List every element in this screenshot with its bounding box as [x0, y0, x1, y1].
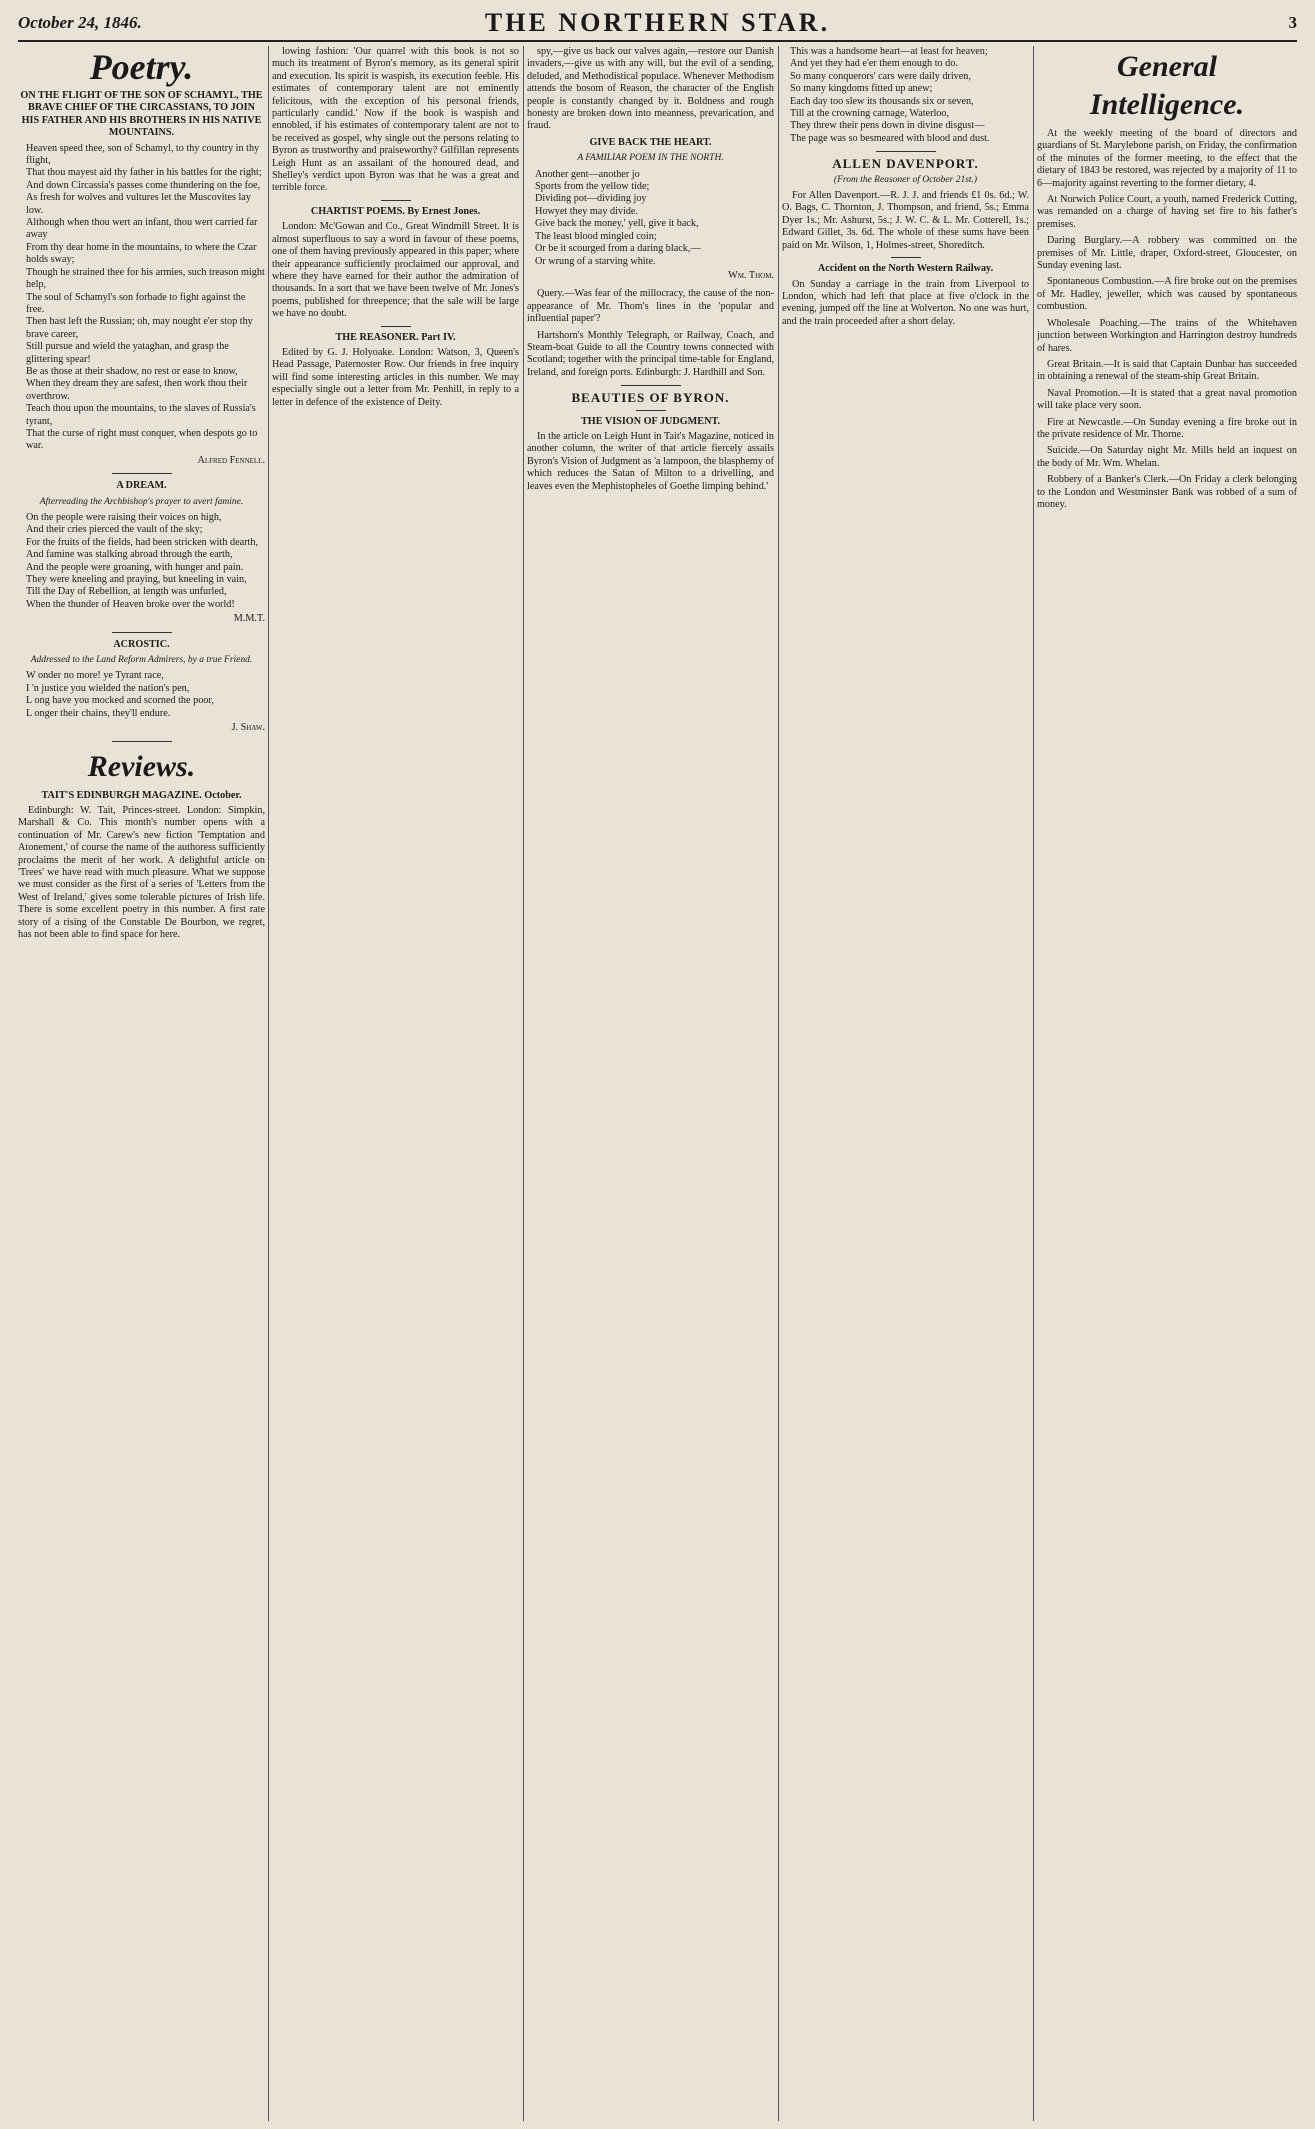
separator: [112, 473, 172, 474]
separator: [891, 257, 921, 258]
poem-line: So many kingdoms fitted up anew;: [790, 83, 933, 95]
review-title: TAIT'S EDINBURGH MAGAZINE. October.: [41, 789, 242, 801]
review-title: CHARTIST POEMS. By Ernest Jones.: [310, 205, 481, 217]
poem-line: L onger their chains, they'll endure.: [26, 707, 171, 719]
column-5: [1037, 46, 1297, 2121]
query-note: Query.—Was fear of the millocracy, the cause of the non-appearance of Mr. Thom's lines in the 'popular and influential paper'?: [527, 288, 774, 325]
poem-line: And down Circassia's passes come thundering on the foe,: [26, 179, 261, 191]
page-number: 3: [1288, 13, 1297, 32]
separator: [381, 200, 411, 201]
section-heading-poetry: Poetry.: [89, 47, 194, 87]
column-divider: [523, 46, 524, 2121]
separator: [621, 385, 681, 386]
news-item: Wholesale Poaching.—The trains of the Whitehaven junction between Workington and Harrington destroy hundreds of hares.: [1037, 317, 1297, 354]
fund-text: For Allen Davenport.—R. J. J. and friends £1 0s. 6d.; W. O. Bags, C. Thornton, J. Thompson, and friend, 5s.; Emma Dyer 1s.; Mr. Ashurst, 5s.; J. W. C. & L. Mr. Cotterell, 1s.; Edward Gillet, 3s. 6d. The whole of these sums have been paid on Mr. Wilson, 1, Holmes-street, Shoreditch.: [782, 190, 1029, 251]
poem-line: They threw their pens down in divine disgust—: [790, 120, 985, 132]
poem-signature: Wm. Thom.: [728, 269, 774, 281]
poem-title: ON THE FLIGHT OF THE SON OF SCHAMYL, THE BRAVE CHIEF OF THE CIRCASSIANS, TO JOIN HIS FATHER AND HIS BROTHERS IN HIS NATIVE MOUNTAINS.: [20, 90, 263, 139]
poem-body: [18, 512, 265, 611]
news-item: Great Britain.—It is said that Captain Dunbar has succeeded in obtaining a renewal of the steam-ship Great Britain.: [1037, 358, 1297, 383]
issue-date: October 24, 1846.: [18, 13, 142, 32]
poem-line: When they dream they are safest, then work thou their overthrow.: [26, 378, 248, 402]
poem-line: Till at the crowning carnage, Waterloo,: [790, 108, 950, 120]
poem-line: Then hast left the Russian; oh, may nought e'er stop thy brave career,: [26, 316, 253, 340]
article-source-note: (From the Reasoner of October 21st.): [833, 174, 978, 185]
section-heading-general-intelligence: General Intelligence.: [1089, 50, 1245, 121]
poem-line: Heaven speed thee, son of Schamyl, to thy country in thy flight,: [26, 142, 260, 167]
column-divider: [778, 46, 779, 2121]
separator: [636, 410, 666, 411]
poem-line: Be as those at their shadow, no rest or ease to know,: [26, 365, 238, 377]
poem-line: So many conquerors' cars were daily driven,: [790, 70, 971, 82]
poem-signature: M.M.T.: [233, 613, 265, 625]
poem-line: Or be it scourged from a daring black,—: [535, 243, 701, 255]
poem-line: And famine was stalking abroad through the earth,: [26, 549, 233, 561]
poem-line: That thou mayest aid thy father in his battles for the right;: [26, 167, 262, 179]
news-text: At the weekly meeting of the board of directors and guardians of St. Marylebone parish, on Friday, the confirmation of the minutes of the former meeting, to the effect that the dietary of 1843 be restored, was rejected by a majority of 11 to 6—majority against reverting to the former dietary, 4.: [1037, 128, 1297, 189]
article-subheading: THE VISION OF JUDGMENT.: [580, 415, 721, 427]
poem-signature: J. Shaw.: [231, 722, 265, 734]
poem-title: ACROSTIC.: [113, 638, 170, 650]
poem-line: Sports from the yellow tide;: [535, 181, 650, 193]
poem-line: Still pursue and wield the yataghan, and grasp the glittering spear!: [26, 341, 229, 365]
news-item: At Norwich Police Court, a youth, named Frederick Cutting, was remanded on a charge of having set fire to his father's premises.: [1037, 194, 1297, 230]
poem-line: I 'n justice you wielded the nation's pen,: [26, 682, 190, 694]
poem-signature: Alfred Fennell.: [197, 454, 265, 466]
column-1: [18, 46, 265, 2121]
poem-line: Though he strained thee for his armies, such treason might help,: [26, 266, 265, 291]
poem-line: For the fruits of the fields, had been stricken with dearth,: [26, 536, 258, 548]
separator: [381, 326, 411, 327]
poem-line: The soul of Schamyl's son forbade to fight against the free.: [26, 291, 246, 315]
poem-body: [18, 143, 265, 453]
poem-line: Another gent—another jo: [535, 168, 640, 180]
separator: [112, 632, 172, 633]
poem-subtitle: Afterreading the Archbishop's prayer to avert famine.: [39, 496, 244, 507]
poem-line: On the people were raising their voices on high,: [26, 512, 222, 523]
poem-line: L ong have you mocked and scorned the poor,: [26, 695, 214, 707]
poem-line: Till the Day of Rebellion, at length was unfurled,: [26, 586, 227, 598]
masthead: [18, 6, 1297, 42]
poem-line: W onder no more! ye Tyrant race,: [26, 670, 164, 682]
poem-title: GIVE BACK THE HEART.: [589, 136, 712, 148]
poem-line: And the people were groaning, with hunger and pain.: [26, 561, 244, 573]
news-item: Naval Promotion.—It is stated that a great naval promotion will take place very soon.: [1037, 387, 1297, 412]
article-heading: ALLEN DAVENPORT.: [832, 156, 979, 172]
review-continuation: lowing fashion: 'Our quarrel with this book is not so much its treatment of Byron's memory, as its general spirit and execution. Its spirit is waspish, its execution feeble. His estimates of contemporary talent are not eminently felicitous, with the exception of his personal friends, particularly candid.' Now if the book is waspish and ennobled, if his estimates of contemporary talent are not to be received as gospel, why single out the persons relating to Byron as trustworthy and praiseworthy? Gilfillan represents Leigh Hunt as an assailant of the honoured dead, and Shelley's verdict upon Byron was that he was a great and terrible force.: [272, 46, 519, 194]
poem-body: [18, 670, 265, 720]
poem-subtitle: A FAMILIAR POEM IN THE NORTH.: [577, 153, 724, 164]
poem-line: Each day too slew its thousands six or seven,: [790, 95, 974, 107]
poem-line: When the thunder of Heaven broke over the world!: [26, 598, 235, 610]
poem-line: The least blood mingled coin;: [535, 230, 657, 242]
poem-line: Or wrung of a starving white.: [535, 255, 656, 267]
poem-subtitle: Addressed to the Land Reform Admirers, by a true Friend.: [30, 655, 253, 666]
poem-line: This was a handsome heart—at least for heaven;: [790, 46, 988, 57]
column-4: [782, 46, 1029, 2121]
news-item: Daring Burglary.—A robbery was committed on the premises of Mr. Little, draper, Oxford-street, Gloucester, on Sunday evening last.: [1037, 235, 1297, 272]
column-2: [272, 46, 519, 2121]
column-divider: [1033, 46, 1034, 2121]
poem-line: From thy dear home in the mountains, to where the Czar holds sway;: [26, 241, 257, 266]
column-3: [527, 46, 774, 2121]
column-divider: [268, 46, 269, 2121]
poem-line: Teach thou upon the mountains, to the slaves of Russia's tyrant,: [26, 403, 256, 427]
newspaper-title: THE NORTHERN STAR.: [484, 8, 831, 37]
separator: [876, 151, 936, 152]
news-text: On Sunday a carriage in the train from Liverpool to London, which had left that place at five o'clock in the evening, jumped off the line at Wolverton. No one was hurt, and the train proceeded after a short delay.: [782, 278, 1029, 327]
poem-line: That the curse of right must conquer, when despots go to war.: [26, 427, 258, 452]
poem-line: And yet they had e'er them enough to do.: [790, 58, 958, 70]
news-item: Robbery of a Banker's Clerk.—On Friday a clerk belonging to the London and Westminster Bank was robbed of a sum of money.: [1037, 474, 1297, 510]
review-text: Edited by G. J. Holyoake. London: Watson, 3, Queen's Head Passage, Paternoster Row. Our friends in free inquiry will find some interesting articles in this number. We may especially single out a letter from Mr. Penhill, in reply to a letter in defence of the existence of Deity.: [272, 346, 519, 408]
news-item: Fire at Newcastle.—On Sunday evening a fire broke out in the private residence of Mr. Thorne.: [1037, 416, 1297, 440]
review-text: Edinburgh: W. Tait, Princes-street. London: Simpkin, Marshall & Co. This month's number opens with a continuation of Mr. Carew's new fiction 'Temptation and Atonement,' of course the name of the authoress sufficiently proclaims the merit of her work. A delightful article on 'Trees' we have read with much pleasure. What we suppose we must consider as the first of a series of 'Letters from the West of Ireland,' gives some tolerable pictures of Irish life. There is some excellent poetry in this number. A first rate story of a rising of the Constable De Bourbon, we regret, has not been able to find space for here.: [18, 804, 265, 940]
news-item: Spontaneous Combustion.—A fire broke out on the premises of Mr. Hadley, jeweller, which was caused by spontaneous combustion.: [1037, 276, 1297, 313]
section-heading-reviews: Reviews.: [87, 749, 196, 783]
news-heading: Accident on the North Western Railway.: [817, 263, 994, 275]
poem-line: The page was so besmeared with blood and dust.: [790, 132, 990, 144]
poem-line: Give back the money,' yell, give it back,: [535, 218, 699, 230]
poem-line: Although when thou wert an infant, thou wert carried far away: [26, 217, 258, 241]
poem-title: A DREAM.: [116, 480, 167, 492]
review-title: THE REASONER. Part IV.: [335, 331, 456, 343]
review-text: London: Mc'Gowan and Co., Great Windmill Street. It is almost superfluous to say a word in favour of these poems, one of them having previously appeared in this paper; where their appearance sufficiently proclaimed our approval, and where they have earned for their author the admiration of thousands. In a sort that we have been twelve of Mr. Jones's poems, published for threepence; that the sale will be large we have no doubt.: [272, 221, 519, 320]
poem-line: Dividing pot—dividing joy: [535, 193, 647, 205]
poem-line: As fresh for wolves and vultures let the Muscovites lay low.: [26, 192, 251, 216]
review-text: Hartshorn's Monthly Telegraph, or Railway, Coach, and Steam-boat Guide to all the Country towns connected with Scotland; together with the principal time-table for England, Ireland, and foreign ports. Edinburgh: J. Hardhill and Son.: [527, 329, 774, 378]
poem-line: And their cries pierced the vault of the sky;: [26, 524, 203, 536]
article-continuation: spy,—give us back our valves again,—restore our Danish invaders,—give us with any will, but the evil of a sending, deluded, and Methodistical populace. Whenever Methodism attends the bosom of Reason, the character of the English people is constantly changed by it. Boldness and rough honesty are broken down into meanness, prevarication, and fraud.: [527, 46, 774, 132]
article-heading: BEAUTIES OF BYRON.: [571, 390, 730, 406]
article-text: In the article on Leigh Hunt in Tait's Magazine, noticed in another column, the writer of that article fiercely assails Byron's Vision of Judgment as 'a lampoon, the blasphemy of which reduces the Satan of Milton to a drivelling, and leaves even the Mephistopheles of Goethe limping behind.': [527, 430, 774, 492]
poem-body: [782, 46, 1029, 145]
poem-body: [527, 169, 774, 268]
news-item: Suicide.—On Saturday night Mr. Mills held an inquest on the body of Mr. Wm. Whelan.: [1037, 445, 1297, 469]
separator: [112, 741, 172, 742]
poem-line: They were kneeling and praying, but kneeling in vain,: [26, 574, 247, 586]
poem-line: Howyet they may divide.: [535, 205, 638, 217]
